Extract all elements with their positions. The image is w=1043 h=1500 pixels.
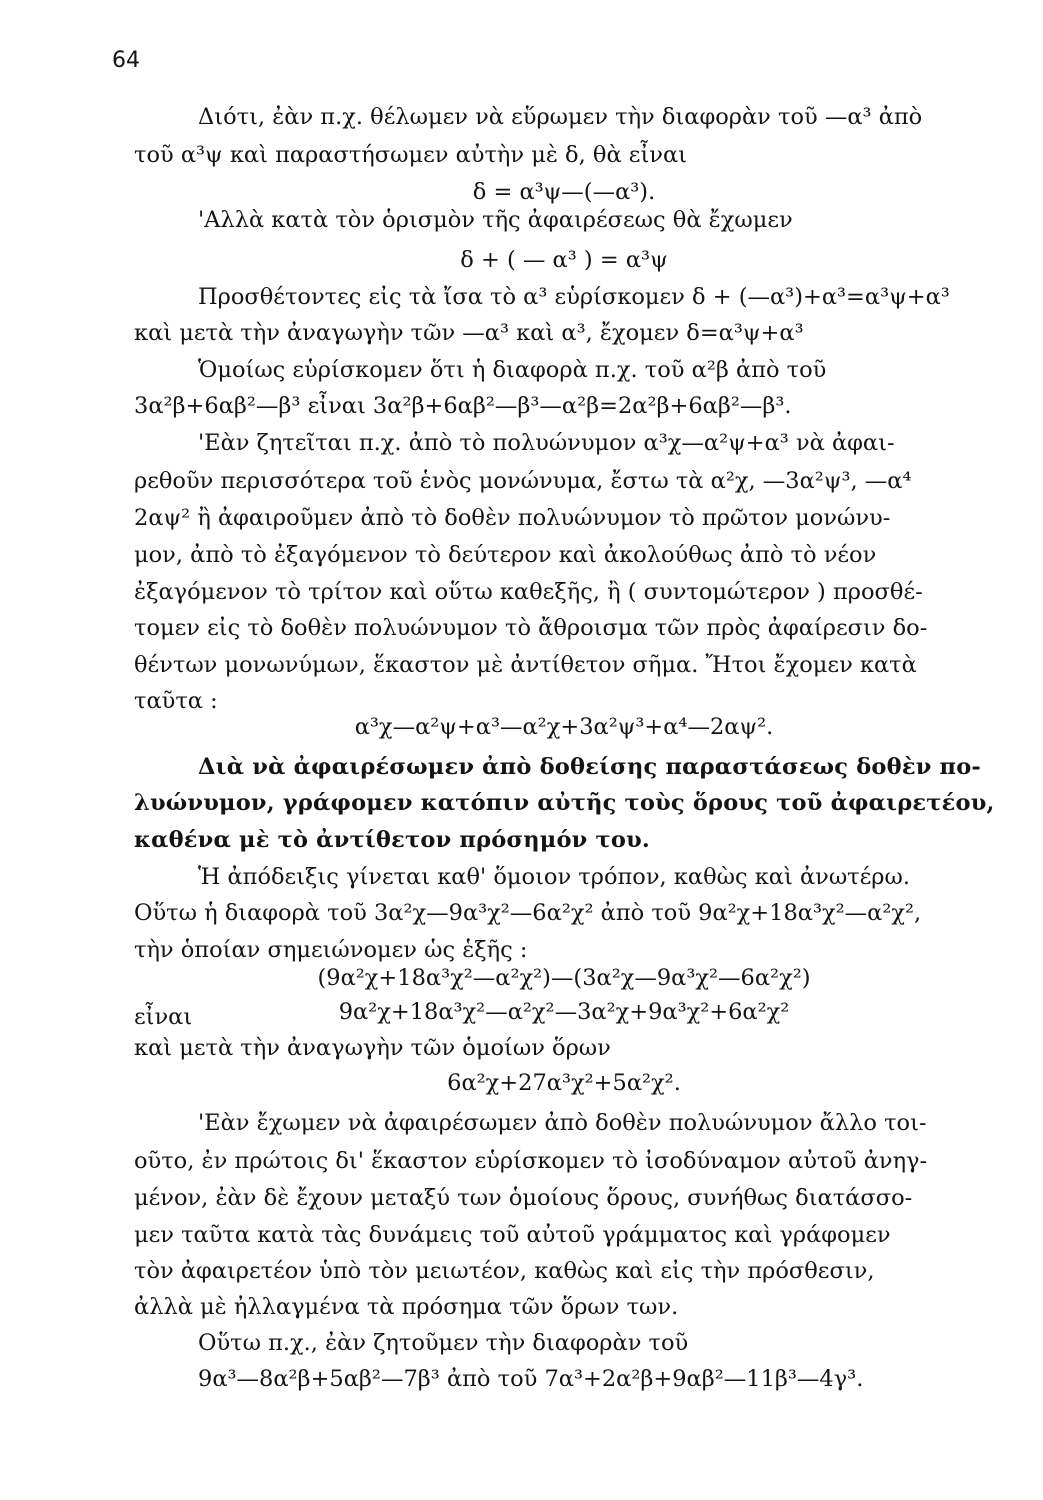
page-number: 64 [112,48,140,73]
rule-statement-line: λυώνυμον, γράφομεν κατόπιν αὐτῆς τοὺς ὅρους τοῦ ἀφαιρετέου, [134,790,995,816]
text-line: καὶ μετὰ τὴν ἀναγωγὴν τῶν ὁμοίων ὅρων [134,1035,611,1061]
text-line: ρεθοῦν περισσότερα τοῦ ἑνὸς μονώνυμα, ἔστω τὰ α²χ, —3α²ψ³, —α⁴ [134,468,912,494]
text-line: 'Εὰν ἔχωμεν νὰ ἀφαιρέσωμεν ἀπὸ δοθὲν πολυώνυμον ἄλλο τοι- [198,1110,927,1136]
formula-line: α³χ—α²ψ+α³—α²χ+3α²ψ³+α⁴—2αψ². [354,714,774,740]
formula-line: 9α²χ+18α³χ²—α²χ²—3α²χ+9α³χ²+6α²χ² [338,999,790,1025]
text-line: τὸν ἀφαιρετέον ὑπὸ τὸν μειωτέον, καθὼς καὶ εἰς τὴν πρόσθεσιν, [134,1258,875,1284]
text-line: 'Αλλὰ κατὰ τὸν ὁρισμὸν τῆς ἀφαιρέσεως θὰ ἔχωμεν [198,207,793,233]
text-label: εἶναι [134,1004,193,1030]
rule-statement-line: Διὰ νὰ ἀφαιρέσωμεν ἀπὸ δοθείσης παραστάσεως δοθὲν πο- [198,754,981,780]
text-line: θέντων μονωνύμων, ἕκαστον μὲ ἀντίθετον σῆμα. Ἤτοι ἔχομεν κατὰ [134,652,917,678]
formula-line: δ + ( — α³ ) = α³ψ [460,247,668,273]
text-line: μον, ἀπὸ τὸ ἐξαγόμενον τὸ δεύτερον καὶ ἀκολούθως ἀπὸ τὸ νέον [134,542,877,568]
text-line: οῦτο, ἐν πρώτοις δι' ἕκαστον εὑρίσκομεν τὸ ἰσοδύναμον αὐτοῦ ἀνηγ- [134,1148,928,1174]
text-line: Ὁμοίως εὑρίσκομεν ὅτι ἡ διαφορὰ π.χ. τοῦ α²β ἀπὸ τοῦ [198,357,827,383]
text-line: καὶ μετὰ τὴν ἀναγωγὴν τῶν —α³ καὶ α³, ἔχομεν δ=α³ψ+α³ [134,320,804,346]
text-line: 3α²β+6αβ²—β³ εἶναι 3α²β+6αβ²—β³—α²β=2α²β+6αβ²—β³. [134,393,792,419]
text-line: Οὕτω π.χ., ἐὰν ζητοῦμεν τὴν διαφορὰν τοῦ [198,1330,689,1356]
text-line: ἀλλὰ μὲ ἠλλαγμένα τὰ πρόσημα τῶν ὅρων των. [134,1294,679,1320]
text-line: μένον, ἐὰν δὲ ἔχουν μεταξύ των ὁμοίους ὅρους, συνήθως διατάσσο- [134,1185,913,1211]
formula-line: δ = α³ψ—(—α³). [472,179,656,205]
text-line: 'Εὰν ζητεῖται π.χ. ἀπὸ τὸ πολυώνυμον α³χ—α²ψ+α³ νὰ ἀφαι- [198,430,895,456]
text-line: τοῦ α³ψ καὶ παραστήσωμεν αὐτὴν μὲ δ, θὰ εἶναι [134,142,687,168]
formula-line: (9α²χ+18α³χ²—α²χ²)—(3α²χ—9α³χ²—6α²χ²) [317,965,811,991]
text-line: Οὕτω ἡ διαφορὰ τοῦ 3α²χ—9α³χ²—6α²χ² ἀπὸ τοῦ 9α²χ+18α³χ²—α²χ², [134,900,922,926]
text-line: τομεν εἰς τὸ δοθὲν πολυώνυμον τὸ ἄθροισμα τῶν πρὸς ἀφαίρεσιν δο- [134,615,928,641]
formula-line: 9α³—8α²β+5αβ²—7β³ ἀπὸ τοῦ 7α³+2α²β+9αβ²—11β³—4γ³. [198,1366,864,1392]
text-line: Διότι, ἐὰν π.χ. θέλωμεν νὰ εὕρωμεν τὴν διαφορὰν τοῦ —α³ ἀπὸ [198,104,923,130]
rule-statement-line: καθένα μὲ τὸ ἀντίθετον πρόσημόν του. [134,827,650,853]
text-line: τὴν ὁποίαν σημειώνομεν ὡς ἑξῆς : [134,937,528,963]
text-line: ταῦτα : [134,688,218,714]
text-line: ἐξαγόμενον τὸ τρίτον καὶ οὕτω καθεξῆς, ἢ ( συντομώτερον ) προσθέ- [134,579,923,605]
text-line: μεν ταῦτα κατὰ τὰς δυνάμεις τοῦ αὐτοῦ γράμματος καὶ γράφομεν [134,1222,891,1248]
text-line: Προσθέτοντες εἰς τὰ ἴσα τὸ α³ εὑρίσκομεν δ + (—α³)+α³=α³ψ+α³ [198,284,950,310]
formula-line: 6α²χ+27α³χ²+5α²χ². [447,1070,681,1096]
text-line: 2αψ² ἢ ἀφαιροῦμεν ἀπὸ τὸ δοθὲν πολυώνυμον τὸ πρῶτον μονώνυ- [134,505,891,531]
text-line: Ἡ ἀπόδειξις γίνεται καθ' ὅμοιον τρόπον, καθὼς καὶ ἀνωτέρω. [198,864,910,890]
